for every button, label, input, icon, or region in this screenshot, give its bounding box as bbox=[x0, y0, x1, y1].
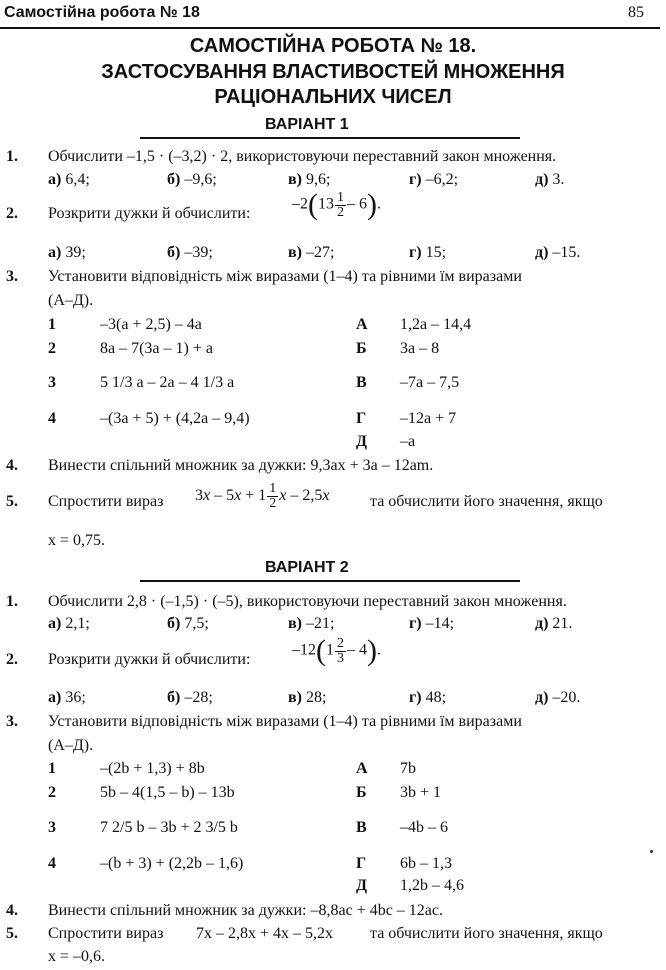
v2-task-5-number: 5. bbox=[6, 925, 18, 942]
running-title: Самостійна робота № 18 bbox=[4, 4, 200, 21]
v1-task-1-option-b: б) –9,6; bbox=[167, 171, 217, 188]
v2-task-4-number: 4. bbox=[6, 902, 18, 919]
v1-task-1-option-c: в) 9,6; bbox=[288, 171, 331, 188]
v1-match-right-expr: 3a – 8 bbox=[400, 340, 440, 357]
v2-task-5-expression: 7x – 2,8x + 4x – 5,2x bbox=[196, 925, 334, 942]
v1-task-3-number: 3. bbox=[6, 268, 18, 285]
v1-match-right-letter: Г bbox=[356, 410, 367, 427]
v1-task-1-number: 1. bbox=[6, 148, 18, 165]
title-line-2: ЗАСТОСУВАННЯ ВЛАСТИВОСТЕЙ МНОЖЕННЯ bbox=[101, 61, 565, 83]
v2-task-2-text: Розкрити дужки й обчислити: bbox=[48, 651, 251, 668]
v2-match-right-letter: В bbox=[356, 819, 367, 836]
v1-match-left-expr: 8a – 7(3a – 1) + a bbox=[100, 340, 213, 357]
print-speck bbox=[650, 850, 653, 853]
variant-2-heading: ВАРІАНТ 2 bbox=[265, 559, 349, 576]
v1-task-2-option-d: г) 15; bbox=[409, 244, 447, 261]
v2-match-left-expr: –(2b + 1,3) + 8b bbox=[100, 760, 205, 777]
v1-task-2-option-e: д) –15. bbox=[535, 244, 581, 261]
v1-match-left-expr: –3(a + 2,5) – 4a bbox=[100, 316, 202, 333]
v2-task-1-option-b: б) 7,5; bbox=[167, 615, 209, 632]
v1-match-right-expr: –7a – 7,5 bbox=[400, 374, 460, 391]
v2-task-5-text-a: Спростити вираз bbox=[48, 925, 164, 942]
v2-task-1-option-d: г) –14; bbox=[409, 615, 455, 632]
variant-2-rule bbox=[140, 580, 520, 582]
v1-match-left-expr: –(3a + 5) + (4,2a – 9,4) bbox=[100, 410, 250, 427]
v2-match-right-letter: Б bbox=[356, 784, 367, 801]
v1-match-right-expr: –a bbox=[400, 433, 416, 450]
v2-match-left-expr: –(b + 3) + (2,2b – 1,6) bbox=[100, 855, 244, 872]
v2-task-2-expression: –12(1 $\frac{2}{3}$ – 4). bbox=[292, 634, 381, 667]
v2-match-left-num: 3 bbox=[48, 819, 56, 836]
v2-match-right-expr: 6b – 1,3 bbox=[400, 855, 452, 872]
v1-match-left-num: 3 bbox=[48, 374, 56, 391]
v1-match-right-expr: 1,2a – 14,4 bbox=[400, 316, 472, 333]
v1-task-1-option-a: а) 6,4; bbox=[48, 171, 90, 188]
v2-task-1-text: Обчислити 2,8 · (–1,5) · (–5), використовуючи переставний закон множення. bbox=[48, 593, 567, 610]
v1-task-5-text-a: Спростити вираз bbox=[48, 493, 164, 510]
v1-task-2-option-b: б) –39; bbox=[167, 244, 213, 261]
v1-task-2-option-a: а) 39; bbox=[48, 244, 86, 261]
title-line-1: САМОСТІЙНА РОБОТА № 18. bbox=[189, 35, 477, 57]
v2-match-left-expr: 7 2/5 b – 3b + 2 3/5 b bbox=[100, 819, 238, 836]
v2-match-left-num: 4 bbox=[48, 855, 56, 872]
v1-task-5-number: 5. bbox=[6, 493, 18, 510]
v2-task-4-text: Винести спільний множник за дужки: –8,8ac + 4bc – 12ac. bbox=[48, 902, 443, 919]
v2-task-2-option-d: г) 48; bbox=[409, 689, 447, 706]
v1-match-left-num: 2 bbox=[48, 340, 56, 357]
v2-task-1-option-e: д) 21. bbox=[535, 615, 573, 632]
v1-task-2-option-c: в) –27; bbox=[288, 244, 335, 261]
v1-task-3-text-line-2: (А–Д). bbox=[48, 292, 94, 309]
v1-match-right-letter: А bbox=[356, 316, 368, 333]
v2-task-2-option-a: а) 36; bbox=[48, 689, 86, 706]
v2-match-right-expr: 1,2b – 4,6 bbox=[400, 877, 464, 894]
v2-task-5-line-2: x = –0,6. bbox=[48, 948, 106, 965]
variant-1-heading: ВАРІАНТ 1 bbox=[265, 116, 349, 133]
header-rule bbox=[0, 27, 660, 29]
v1-task-4-text: Винести спільний множник за дужки: 9,3ax + 3a – 12am. bbox=[48, 457, 434, 474]
v2-task-3-text-line-2: (А–Д). bbox=[48, 737, 94, 754]
v2-task-5-text-b: та обчислити його значення, якщо bbox=[370, 925, 603, 942]
v1-task-5-text-b: та обчислити його значення, якщо bbox=[370, 493, 603, 510]
v1-match-left-num: 4 bbox=[48, 410, 56, 427]
v1-task-1-option-d: г) –6,2; bbox=[409, 171, 459, 188]
v2-task-3-text-line-1: Установити відповідність між виразами (1–4) та рівними їм виразами bbox=[48, 713, 522, 730]
v2-match-right-expr: 3b + 1 bbox=[400, 784, 442, 801]
v1-task-5-line-2: x = 0,75. bbox=[48, 532, 106, 549]
v2-match-right-letter: Д bbox=[356, 877, 368, 894]
v1-task-5-expression: 3x – 5x + 1 $\frac{1}{2}$ x – 2,5x bbox=[195, 481, 330, 511]
v2-task-2-number: 2. bbox=[6, 651, 18, 668]
v1-match-left-expr: 5 1/3 a – 2a – 4 1/3 a bbox=[100, 374, 235, 391]
v1-match-right-expr: –12a + 7 bbox=[400, 410, 457, 427]
v2-match-left-expr: 5b – 4(1,5 – b) – 13b bbox=[100, 784, 235, 801]
v1-task-2-expression: –2(13 $\frac{1}{2}$ – 6). bbox=[292, 188, 381, 221]
v2-task-2-option-c: в) 28; bbox=[288, 689, 327, 706]
v1-task-3-text-line-1: Установити відповідність між виразами (1–4) та рівними їм виразами bbox=[48, 268, 522, 285]
page-number: 85 bbox=[628, 4, 644, 21]
v2-match-left-num: 2 bbox=[48, 784, 56, 801]
v2-match-left-num: 1 bbox=[48, 760, 56, 777]
v2-task-3-number: 3. bbox=[6, 713, 18, 730]
v1-task-1-option-e: д) 3. bbox=[535, 171, 565, 188]
variant-1-rule bbox=[140, 137, 520, 139]
v2-task-1-option-c: в) –21; bbox=[288, 615, 335, 632]
v1-match-right-letter: В bbox=[356, 374, 367, 391]
v1-task-1-text: Обчислити –1,5 · (–3,2) · 2, використовуючи переставний закон множення. bbox=[48, 148, 557, 165]
title-line-3: РАЦІОНАЛЬНИХ ЧИСЕЛ bbox=[214, 86, 452, 108]
v2-task-1-number: 1. bbox=[6, 593, 18, 610]
v1-task-2-number: 2. bbox=[6, 205, 18, 222]
v1-match-right-letter: Б bbox=[356, 340, 367, 357]
v1-match-left-num: 1 bbox=[48, 316, 56, 333]
v2-match-right-expr: 7b bbox=[400, 760, 416, 777]
v1-task-4-number: 4. bbox=[6, 457, 18, 474]
v2-match-right-expr: –4b – 6 bbox=[400, 819, 448, 836]
v2-task-2-option-e: д) –20. bbox=[535, 689, 581, 706]
v2-task-2-option-b: б) –28; bbox=[167, 689, 213, 706]
v1-match-right-letter: Д bbox=[356, 433, 368, 450]
v2-task-1-option-a: а) 2,1; bbox=[48, 615, 90, 632]
v2-match-right-letter: Г bbox=[356, 855, 367, 872]
v1-task-2-text: Розкрити дужки й обчислити: bbox=[48, 205, 251, 222]
v2-match-right-letter: А bbox=[356, 760, 368, 777]
